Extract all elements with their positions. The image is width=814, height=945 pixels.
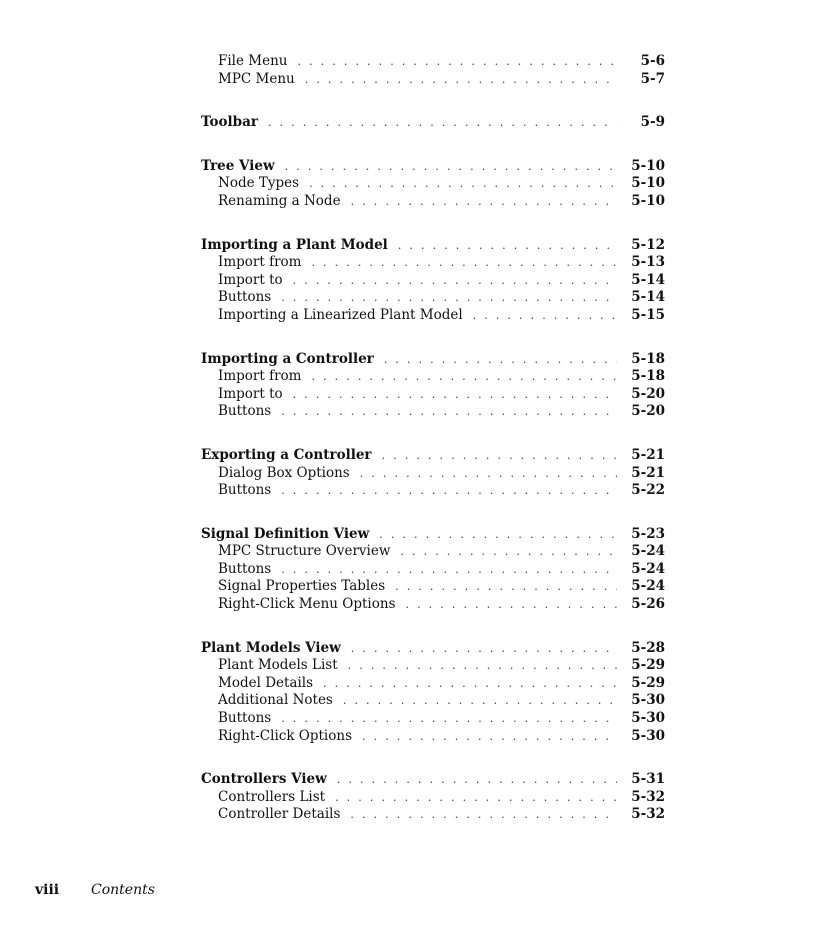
- toc-entry-page: 5-30: [631, 710, 665, 727]
- toc-subentry[interactable]: [201, 692, 665, 710]
- toc-entry-page: 5-21: [631, 446, 665, 463]
- toc-subentry[interactable]: [201, 482, 665, 500]
- toc-entry-page: 5-26: [631, 596, 665, 613]
- toc-subentry[interactable]: [201, 272, 665, 290]
- toc-entry-title: Importing a Controller: [201, 350, 374, 367]
- dot-leader: [406, 596, 618, 614]
- toc-entry-title: Import to: [218, 385, 283, 402]
- dot-leader: [384, 351, 617, 369]
- toc-heading-entry[interactable]: [201, 771, 665, 789]
- toc-subentry[interactable]: [201, 465, 665, 483]
- toc-subentry[interactable]: [201, 307, 665, 325]
- toc-heading-entry[interactable]: [201, 351, 665, 369]
- toc-entry-page: 5-10: [631, 157, 665, 174]
- toc-entry-page: 5-24: [631, 578, 665, 595]
- dot-leader: [400, 543, 617, 561]
- toc-subentry[interactable]: [201, 175, 665, 193]
- toc-heading-entry[interactable]: [201, 237, 665, 255]
- toc-entry-page: 5-6: [640, 53, 665, 69]
- toc-entry-page: 5-32: [631, 806, 665, 823]
- toc-heading-entry[interactable]: [201, 640, 665, 658]
- toc-entry-title: Plant Models View: [201, 639, 341, 656]
- toc-entry-page: 5-29: [631, 657, 665, 674]
- toc-entry-title: Exporting a Controller: [201, 446, 372, 463]
- dot-leader: [281, 482, 617, 500]
- toc-entry-page: 5-9: [640, 114, 665, 131]
- toc-entry-page: 5-10: [631, 175, 665, 192]
- toc-entry-title: Buttons: [218, 403, 272, 420]
- toc-subentry[interactable]: [201, 657, 665, 675]
- toc-entry-page: 5-32: [631, 788, 665, 805]
- toc-entry-page: 5-31: [631, 771, 665, 788]
- toc-entry-title: Buttons: [218, 289, 272, 306]
- toc-subentry[interactable]: [201, 596, 665, 614]
- toc-entry-page: 5-18: [631, 368, 665, 385]
- toc-entry-page: 5-10: [631, 192, 665, 209]
- toc-section: [201, 351, 665, 421]
- toc-section: [201, 447, 665, 500]
- dot-leader: [379, 526, 617, 544]
- dot-leader: [382, 447, 617, 465]
- toc-entry-title: Import from: [218, 254, 302, 271]
- toc-subentry[interactable]: [201, 561, 665, 579]
- dot-leader: [343, 692, 617, 710]
- toc-entry-page: 5-14: [631, 271, 665, 288]
- toc-heading-entry[interactable]: [201, 158, 665, 176]
- toc-subentry[interactable]: [201, 578, 665, 596]
- toc-entry-title: Import from: [218, 368, 302, 385]
- toc-entry-title: Tree View: [201, 157, 275, 174]
- toc-section: [201, 237, 665, 325]
- toc-entry-title: Dialog Box Options: [218, 464, 350, 481]
- toc-section: [201, 158, 665, 211]
- dot-leader: [398, 237, 617, 255]
- page-footer: [35, 882, 155, 898]
- toc-entry-page: 5-29: [631, 674, 665, 691]
- dot-leader: [281, 289, 617, 307]
- toc-heading-entry[interactable]: [201, 114, 665, 132]
- toc-section: [201, 114, 665, 132]
- dot-leader: [348, 657, 617, 675]
- toc-entry-title: Model Details: [218, 674, 314, 691]
- dot-leader: [473, 307, 617, 325]
- toc-entry-title: Buttons: [218, 710, 272, 727]
- toc-entry-title: Controller Details: [218, 806, 341, 823]
- toc-subentry[interactable]: [201, 675, 665, 693]
- toc-entry-page: 5-22: [631, 482, 665, 499]
- toc-entry-title: Importing a Linearized Plant Model: [218, 306, 463, 323]
- toc-subentry[interactable]: [201, 543, 665, 561]
- toc-entry-page: 5-20: [631, 385, 665, 402]
- dot-leader: [395, 578, 617, 596]
- toc-entry-title: Right-Click Menu Options: [218, 596, 396, 613]
- toc-entry-page: 5-24: [631, 543, 665, 560]
- toc-entry-title: Import to: [218, 271, 283, 288]
- toc-entry-page: 5-13: [631, 254, 665, 271]
- toc-entry-title: Buttons: [218, 482, 272, 499]
- toc-entry-page: 5-12: [631, 236, 665, 253]
- dot-leader: [362, 728, 617, 746]
- toc-entry-title: Buttons: [218, 560, 272, 577]
- toc-entry-title: Renaming a Node: [218, 192, 341, 209]
- toc-subentry[interactable]: [201, 386, 665, 404]
- toc-subentry[interactable]: [201, 71, 665, 89]
- toc-subentry[interactable]: [201, 193, 665, 211]
- toc-entry-title: Importing a Plant Model: [201, 236, 388, 253]
- dot-leader: [293, 272, 617, 290]
- dot-leader: [305, 71, 617, 89]
- toc-subentry[interactable]: [201, 53, 665, 71]
- toc-entry-page: 5-23: [631, 525, 665, 542]
- dot-leader: [337, 771, 617, 789]
- dot-leader: [268, 114, 617, 132]
- toc-heading-entry[interactable]: [201, 447, 665, 465]
- toc-entry-title: MPC Menu: [218, 70, 295, 87]
- dot-leader: [335, 789, 617, 807]
- dot-leader: [323, 675, 617, 693]
- dot-leader: [311, 254, 617, 272]
- dot-leader: [285, 158, 617, 176]
- toc-section: [201, 771, 665, 824]
- toc-subentry[interactable]: [201, 806, 665, 824]
- toc-subentry[interactable]: [201, 728, 665, 746]
- dot-leader: [360, 465, 617, 483]
- toc-entry-title: Controllers List: [218, 788, 326, 805]
- toc-entry-page: 5-28: [631, 639, 665, 656]
- toc-entry-page: 5-15: [631, 306, 665, 323]
- toc-entry-page: 5-18: [631, 350, 665, 367]
- dot-leader: [281, 561, 617, 579]
- toc-entry-title: Plant Models List: [218, 657, 338, 674]
- table-of-contents: [201, 53, 665, 850]
- dot-leader: [281, 710, 617, 728]
- toc-entry-title: MPC Structure Overview: [218, 543, 391, 560]
- toc-section: [201, 526, 665, 614]
- toc-entry-title: Controllers View: [201, 771, 327, 788]
- toc-entry-page: 5-30: [631, 727, 665, 744]
- toc-section: [201, 640, 665, 746]
- toc-subentry[interactable]: [201, 403, 665, 421]
- toc-subentry[interactable]: [201, 789, 665, 807]
- toc-entry-page: 5-20: [631, 403, 665, 420]
- toc-section: [201, 53, 665, 88]
- dot-leader: [309, 175, 617, 193]
- dot-leader: [351, 193, 617, 211]
- footer-page-number: viii: [35, 882, 60, 898]
- dot-leader: [311, 368, 617, 386]
- toc-entry-title: Node Types: [218, 175, 300, 192]
- toc-entry-title: File Menu: [218, 53, 288, 69]
- dot-leader: [350, 806, 617, 824]
- footer-section-label: Contents: [91, 882, 155, 898]
- toc-entry-title: Right-Click Options: [218, 727, 353, 744]
- toc-subentry[interactable]: [201, 254, 665, 272]
- dot-leader: [281, 403, 617, 421]
- toc-subentry[interactable]: [201, 368, 665, 386]
- toc-entry-title: Toolbar: [201, 114, 258, 131]
- toc-subentry[interactable]: [201, 289, 665, 307]
- dot-leader: [351, 640, 617, 658]
- toc-entry-page: 5-7: [640, 70, 665, 87]
- toc-entry-page: 5-21: [631, 464, 665, 481]
- toc-entry-page: 5-30: [631, 692, 665, 709]
- dot-leader: [293, 386, 617, 404]
- toc-entry-page: 5-14: [631, 289, 665, 306]
- toc-heading-entry[interactable]: [201, 526, 665, 544]
- toc-subentry[interactable]: [201, 710, 665, 728]
- toc-entry-title: Additional Notes: [218, 692, 333, 709]
- toc-entry-title: Signal Properties Tables: [218, 578, 386, 595]
- toc-entry-page: 5-24: [631, 560, 665, 577]
- toc-entry-title: Signal Definition View: [201, 525, 370, 542]
- dot-leader: [297, 53, 617, 71]
